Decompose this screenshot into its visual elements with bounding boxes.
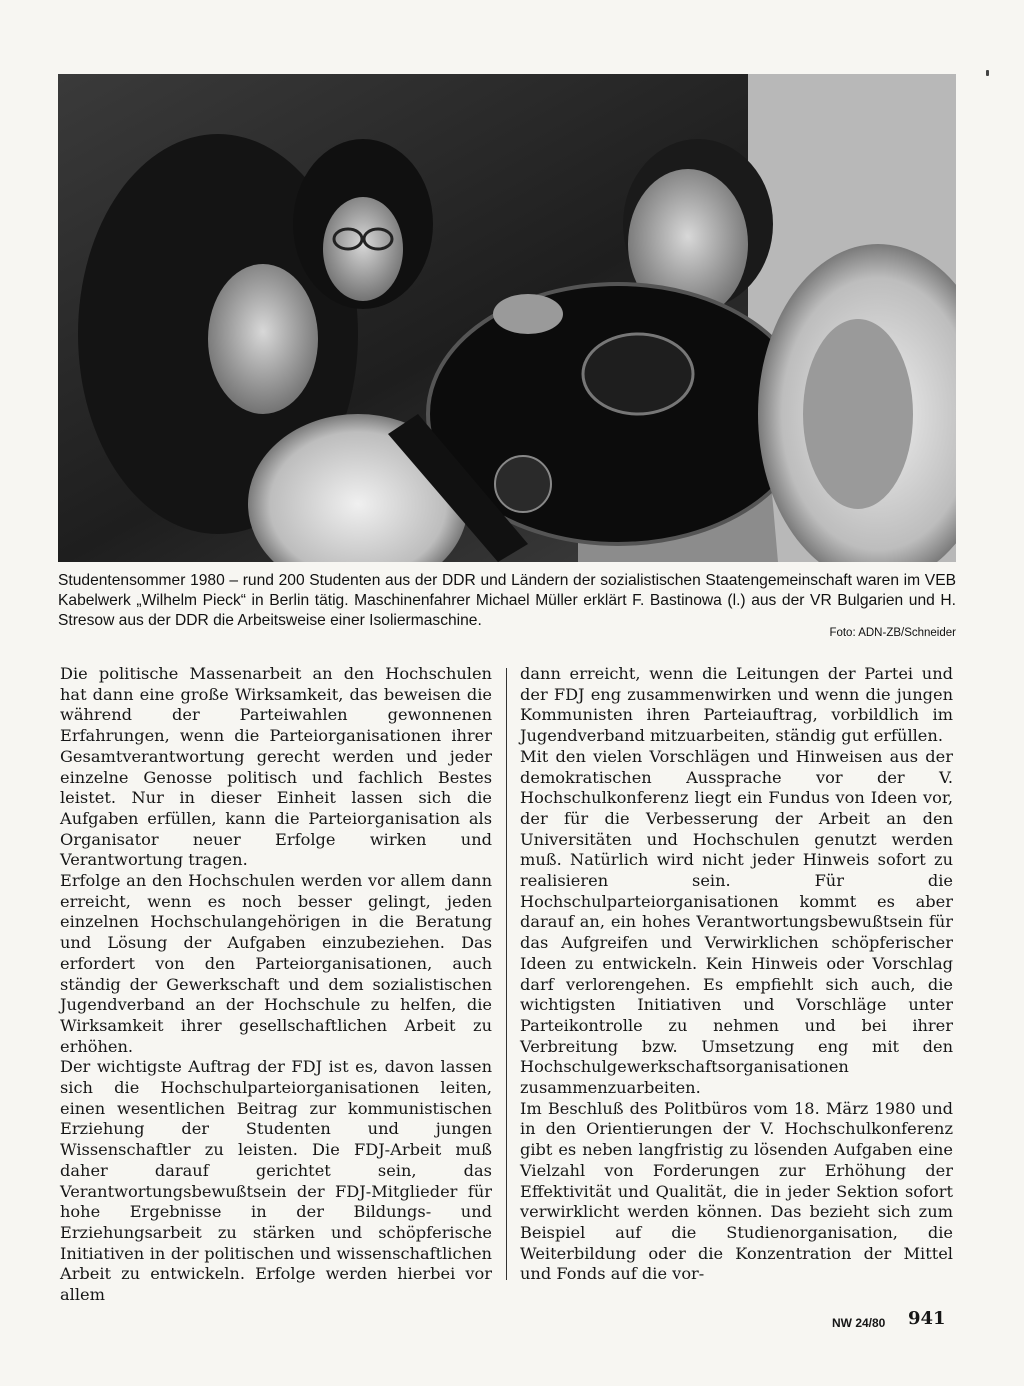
photo-caption: Studentensommer 1980 – rund 200 Studenten aus der DDR und Ländern der sozialistischen Staatengemeinschaft waren im VEB Kabelwerk „Wilhelm Pieck“ in Berlin tätig. Maschinenfahrer Michael Müller erklärt F. Bastinowa (l.) aus der VR Bulgarien und H. Stresow aus der DDR die Arbeitsweise einer Isoliermaschine.: [58, 572, 956, 629]
issue-label: NW 24/80: [832, 1316, 886, 1330]
column-divider: [506, 668, 507, 1280]
article-column-right: [520, 664, 953, 1285]
article-column-left: [60, 664, 492, 1306]
paragraph: Der wichtigste Auftrag der FDJ ist es, davon lassen sich die Hochschulparteiorganisationen leiten, einen wesentlichen Beitrag zur kommunistischen Erziehung der Studenten und jungen Wissenschaftler zu leisten. Die FDJ-Arbeit muß daher darauf gerichtet sein, das Verantwortungsbewußtsein der FDJ-Mitglieder für hohe Ergebnisse in der Bildungs- und Erziehungsarbeit zu stärken und schöpferische Initiativen in der politischen und wissenschaftlichen Arbeit zu entwickeln. Erfolge werden hierbei vor allem: [60, 1057, 492, 1305]
article-photo: [58, 74, 956, 562]
photo-credit: Foto: ADN-ZB/Schneider: [829, 627, 956, 639]
paragraph: Die politische Massenarbeit an den Hochschulen hat dann eine große Wirksamkeit, das beweisen die während der Parteiwahlen gewonnenen Erfahrungen, wenn die Parteiorganisationen ihrer Gesamtverantwortung gerecht werden und jeder einzelne Genosse politisch und fachlich Bestes leistet. Nur in dieser Einheit lassen sich die Aufgaben erfüllen, kann die Parteiorganisation als Organisator neuer Erfolge wirken und Verantwortung tragen.: [60, 664, 492, 870]
page-number: 941: [908, 1308, 946, 1329]
paragraph: Mit den vielen Vorschlägen und Hinweisen aus der demokratischen Aussprache vor der V. Hochschulkonferenz liegt ein Fundus von Ideen vor, der für die Verbesserung der Arbeit an den Universitäten und Hochschulen genutzt werden muß. Natürlich wird nicht jeder Hinweis sofort zu realisieren sein. Für die Hochschulparteiorganisationen kommt es aber darauf an, ein hohes Verantwortungsbewußtsein für das Aufgreifen und Verwirklichen schöpferischer Ideen zu entwickeln. Kein Hinweis oder Vorschlag darf verlorengehen. Es empfiehlt sich auch, die wichtigsten Initiativen und Vorschläge unter Parteikontrolle zu nehmen und bei ihrer Verbreitung bzw. Umsetzung eng mit den Hochschulgewerkschaftsorganisationen zusammenzuarbeiten.: [520, 746, 953, 1098]
paragraph: dann erreicht, wenn die Leitungen der Partei und der FDJ eng zusammenwirken und wenn die jungen Kommunisten ihren Parteiauftrag, vorbildlich im Jugendverband mitzuarbeiten, ständig gut erfüllen.: [520, 664, 953, 746]
paragraph: Erfolge an den Hochschulen werden vor allem dann erreicht, wenn es noch besser gelingt, jeden einzelnen Hochschulangehörigen in die Beratung und Lösung der Aufgaben einzubeziehen. Das erfordert von den Parteiorganisationen, auch ständig der Gewerkschaft und dem sozialistischen Jugendverband an der Hochschule zu helfen, die Wirksamkeit ihrer gesellschaftlichen Arbeit zu erhöhen.: [60, 871, 492, 1056]
paragraph: Im Beschluß des Politbüros vom 18. März 1980 und in den Orientierungen der V. Hochschulkonferenz gibt es neben langfristig zu lösenden Aufgaben eine Vielzahl von Forderungen zur Erhöhung der Effektivität und Qualität, die in jeder Sektion sofort verwirklicht werden können. Das bezieht sich zum Beispiel auf die Studienorganisation, die Weiterbildung oder die Konzentration der Mittel und Fonds auf die vor-: [520, 1098, 953, 1284]
page-edge-mark: [986, 70, 989, 76]
